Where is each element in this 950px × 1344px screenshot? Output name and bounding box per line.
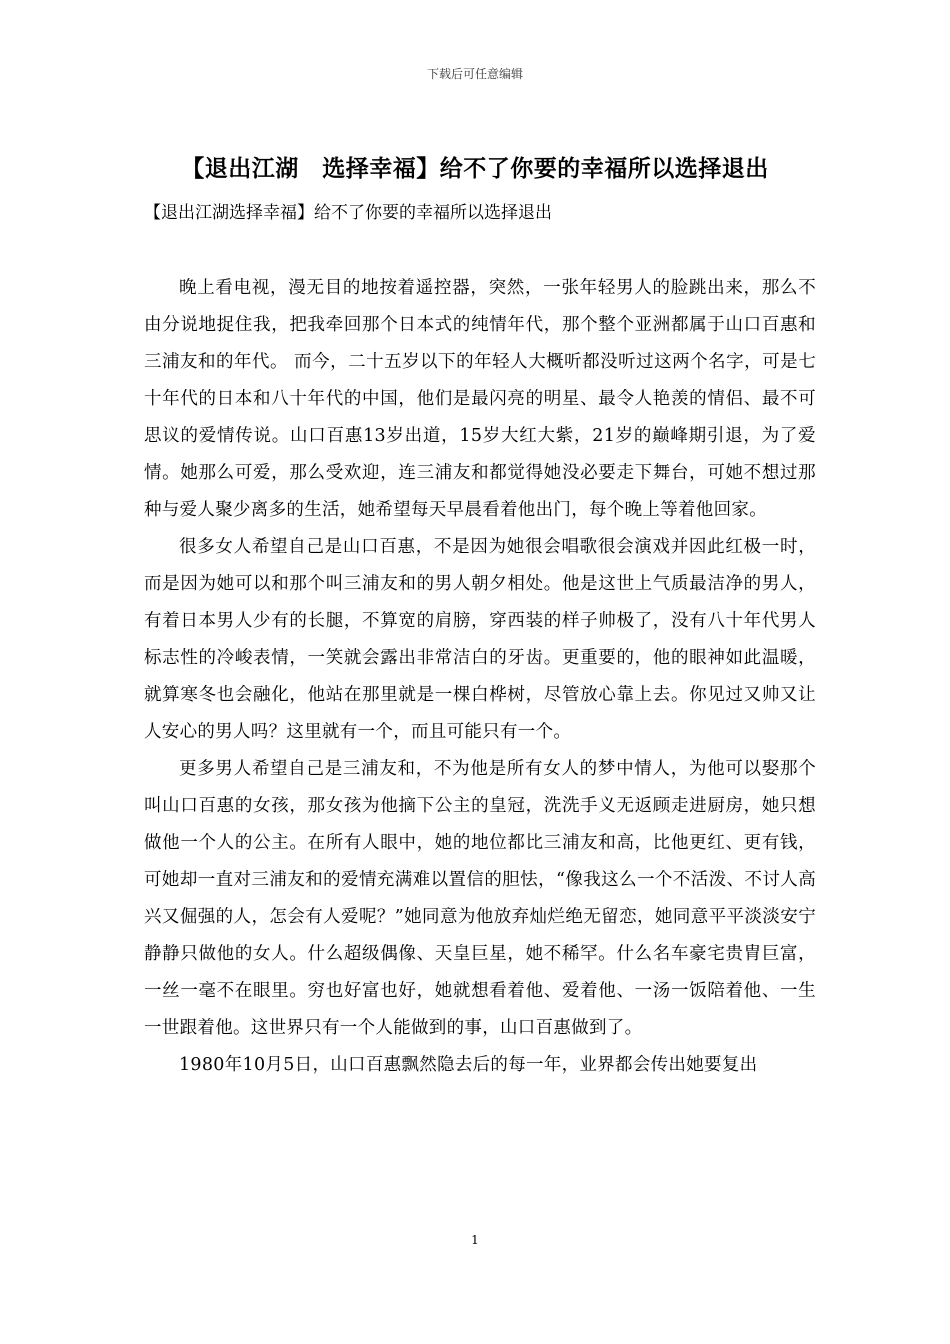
paragraph-2: 很多女人希望自己是山口百惠，不是因为她很会唱歌很会演戏并因此红极一时，而是因为她可以和那个叫三浦友和的男人朝夕相处。他是这世上气质最洁净的男人，有着日本男人少有的长腿，不算宽的肩膀，穿西装的样子帅极了，没有八十年代男人标志性的冷峻表情，一笑就会露出非常洁白的牙齿。更重要的，他的眼神如此温暖，就算寒冬也会融化，他站在那里就是一棵白桦树，尽管放心靠上去。你见过又帅又让人安心的男人吗？这里就有一个，而且可能只有一个。 [144,537,816,742]
paragraph-4: 1980年10月5日，山口百惠飘然隐去后的每一年，业界都会传出她要复出 [179,1055,758,1075]
document-title: 【退出江湖 选择幸福】给不了你要的幸福所以选择退出 [181,156,769,182]
page-header: 下载后可任意编辑 [426,67,523,81]
paragraph-3: 更多男人希望自己是三浦友和，不为他是所有女人的梦中情人，为他可以娶那个叫山口百惠的女孩，那女孩为他摘下公主的皇冠，洗洗手义无返顾走进厨房，她只想做他一个人的公主。在所有人眼中，她的地位都比三浦友和高，比他更红、更有钱，可她却一直对三浦友和的爱情充满难以置信的胆怯，“像我这么一个不活泼、不讨人高兴又倔强的人，怎会有人爱呢？”她同意为他放弃灿烂绝无留恋，她同意平平淡淡安宁静静只做他的女人。什么超级偶像、天皇巨星，她不稀罕。什么名车豪宅贵胄巨富，一丝一毫不在眼里。穷也好富也好，她就想看着他、爱着他、一汤一饭陪着他、一生一世跟着他。这世界只有一个人能做到的事，山口百惠做到了。 [144,759,816,1038]
page-number: 1 [471,1233,479,1247]
paragraph-1: 晚上看电视，漫无目的地按着遥控器，突然，一张年轻男人的脸跳出来，那么不由分说地捉住我，把我牵回那个日本式的纯情年代，那个整个亚洲都属于山口百惠和三浦友和的年代。 而今，二十五岁以下的年轻人大概听都没听过这两个名字，可是七十年代的日本和八十年代的中国，他们是最闪亮的明星、最令人艳羡的情侣、最不可思议的爱情传说。山口百惠13岁出道，15岁大红大紫，21岁的巅峰期引退，为了爱情。她那么可爱，那么受欢迎，连三浦友和都觉得她没必要走下舞台，可她不想过那种与爱人聚少离多的生活，她希望每天早晨看着他出门，每个晚上等着他回家。 [144,278,816,520]
document-body [144,270,816,1084]
document-subtitle: 【退出江湖选择幸福】给不了你要的幸福所以选择退出 [144,203,552,223]
